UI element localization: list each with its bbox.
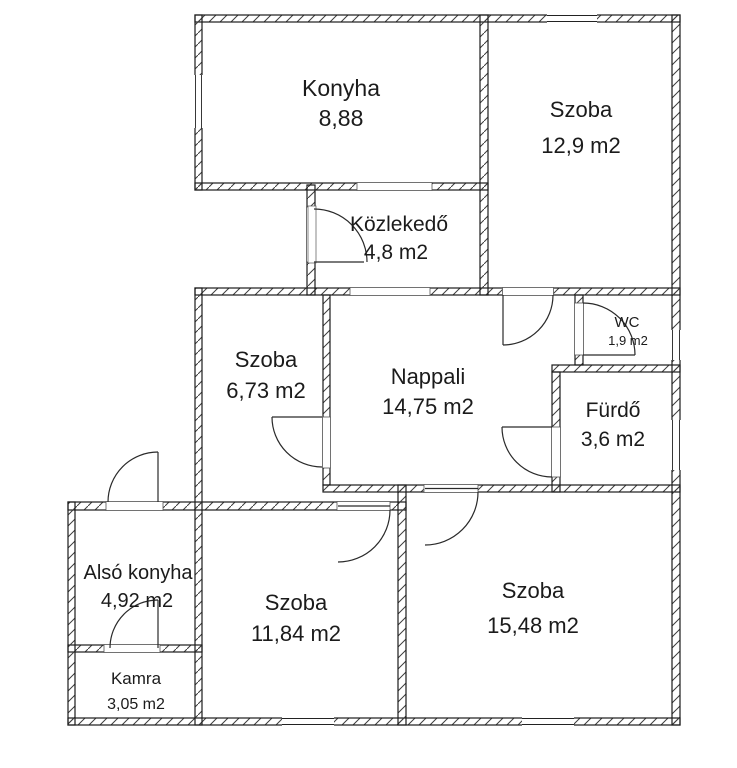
door-opening-wc [575,303,584,355]
room-area-kozlekedo: 4,8 m2 [363,241,429,264]
room-name-furdo: Fürdő [585,399,641,422]
passage-kozlekedo-nappali [350,288,430,296]
room-area-szoba-1184: 11,84 m2 [250,621,342,646]
wall-top-outer [195,15,680,22]
window-szoba1184-bottom [282,717,334,726]
room-area-kamra: 3,05 m2 [107,696,165,713]
window-wc-right [671,330,681,360]
door-opening-nappali-top [503,288,554,296]
window-szoba1548-bottom [522,717,574,726]
window-konyha-left [194,75,203,128]
room-area-wc: 1,9 m2 [608,333,648,348]
wall-konyha-bottom [195,183,488,190]
room-area-nappali: 14,75 m2 [382,394,474,419]
room-name-szoba-673: Szoba [234,347,298,372]
room-name-kozlekedo: Közlekedő [349,213,449,236]
door-opening-szoba673 [323,417,331,468]
wall-middle [195,288,680,295]
wall-left-inner [195,288,202,725]
door-opening-kamra [104,645,160,653]
room-name-wc: WC [614,314,640,331]
room-area-szoba-1548: 15,48 m2 [487,613,579,638]
room-area-szoba-129: 12,9 m2 [541,133,621,158]
wall-nappali-bottom [323,485,680,492]
window-szoba129-top [547,14,597,23]
wall-wc-bottom [552,365,680,372]
passage-konyha-kozlekedo [357,183,432,191]
room-name-also-konyha: Alsó konyha [83,562,193,584]
room-area-furdo: 3,6 m2 [580,428,646,451]
door-leaf-closed [308,206,316,263]
wall-bottom-outer [68,718,680,725]
wall-right-outer [672,15,680,725]
room-name-konyha: Konyha [301,75,381,101]
room-area-konyha: 8,88 [318,105,364,131]
room-area-szoba-673: 6,73 m2 [226,378,306,403]
door-opening-furdo [552,427,561,477]
room-name-szoba-1548: Szoba [501,578,565,603]
room-name-szoba-129: Szoba [549,97,613,122]
room-name-nappali: Nappali [390,364,466,389]
room-area-also-konyha: 4,92 m2 [100,590,174,612]
door-opening-entrance [106,502,163,511]
room-name-szoba-1184: Szoba [264,590,328,615]
wall-konyha-szoba-divider [480,15,488,295]
wall-left-outer [68,502,75,725]
room-name-kamra: Kamra [110,669,162,688]
wall-szoba1548-left [398,485,406,725]
window-furdo-right [671,420,681,470]
